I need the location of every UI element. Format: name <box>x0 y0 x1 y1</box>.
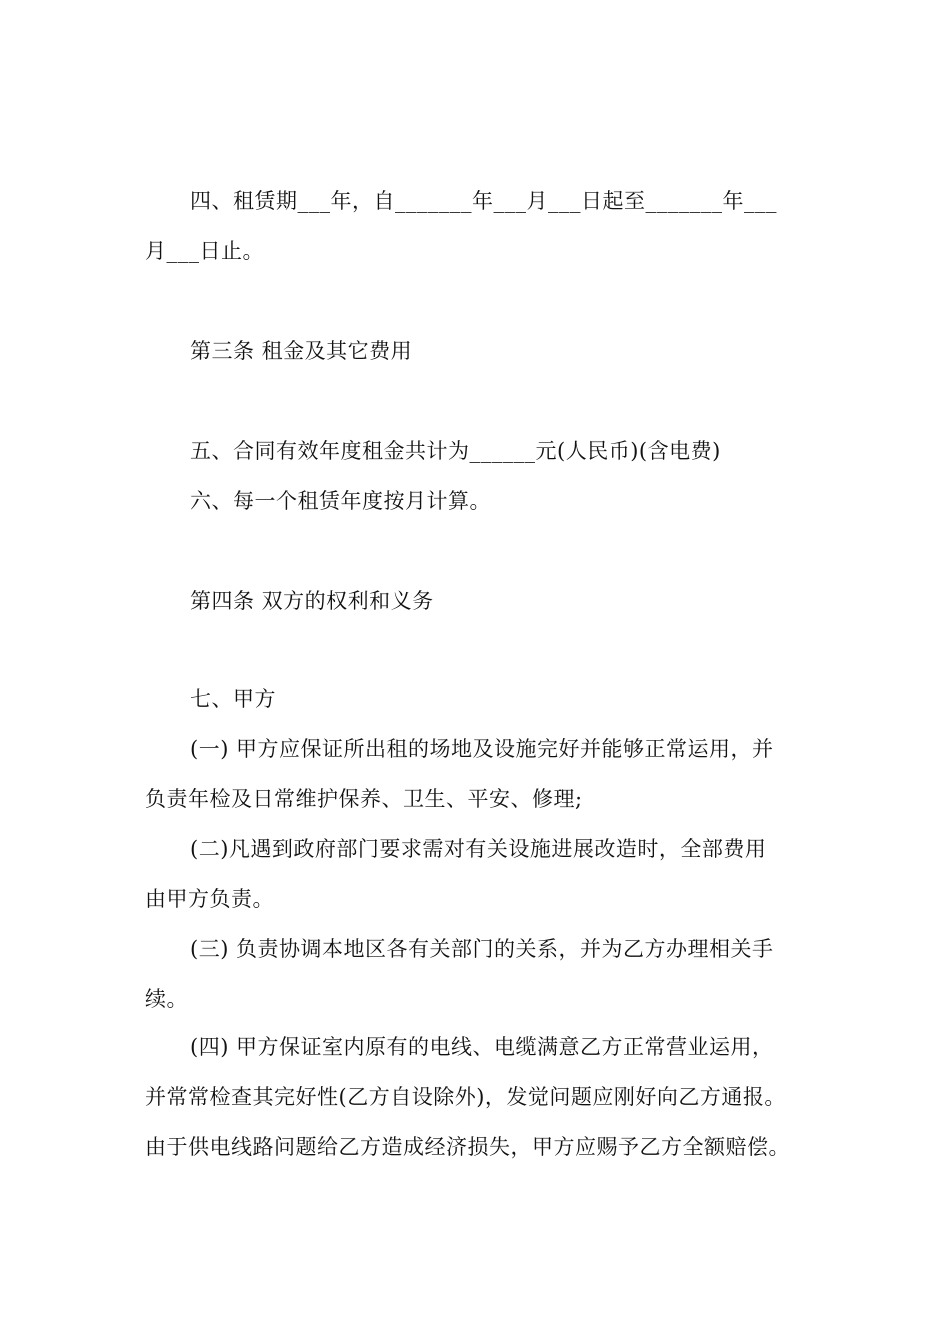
clause-5-rent-total: 五、合同有效年度租金共计为______元(人民币)(含电费) <box>190 439 721 463</box>
clause-4-lease-term-line-2: 月___日止。 <box>145 239 264 263</box>
clause-7-party-a-heading: 七、甲方 <box>190 687 276 711</box>
article-3-heading: 第三条 租金及其它费用 <box>190 339 413 363</box>
party-a-item-4-line-2: 并常常检查其完好性(乙方自设除外)，发觉问题应刚好向乙方通报。 <box>145 1085 786 1109</box>
article-4-heading: 第四条 双方的权利和义务 <box>190 589 434 613</box>
party-a-item-1-line-2: 负责年检及日常维护保养、卫生、平安、修理; <box>145 787 583 811</box>
party-a-item-3-line-2: 续。 <box>145 987 188 1011</box>
party-a-item-4-line-1: (四) 甲方保证室内原有的电线、电缆满意乙方正常营业运用， <box>190 1035 774 1059</box>
party-a-item-1-line-1: (一) 甲方应保证所出租的场地及设施完好并能够正常运用，并 <box>190 737 774 761</box>
party-a-item-2-line-2: 由甲方负责。 <box>145 887 274 911</box>
party-a-item-4-line-3: 由于供电线路问题给乙方造成经济损失，甲方应赐予乙方全额赔偿。 <box>145 1135 790 1159</box>
clause-6-monthly-calculation: 六、每一个租赁年度按月计算。 <box>190 489 491 513</box>
clause-4-lease-term-line-1: 四、租赁期___年，自_______年___月___日起至_______年___ <box>190 189 777 213</box>
party-a-item-3-line-1: (三) 负责协调本地区各有关部门的关系，并为乙方办理相关手 <box>190 937 774 961</box>
party-a-item-2-line-1: (二)凡遇到政府部门要求需对有关设施进展改造时，全部费用 <box>190 837 767 861</box>
